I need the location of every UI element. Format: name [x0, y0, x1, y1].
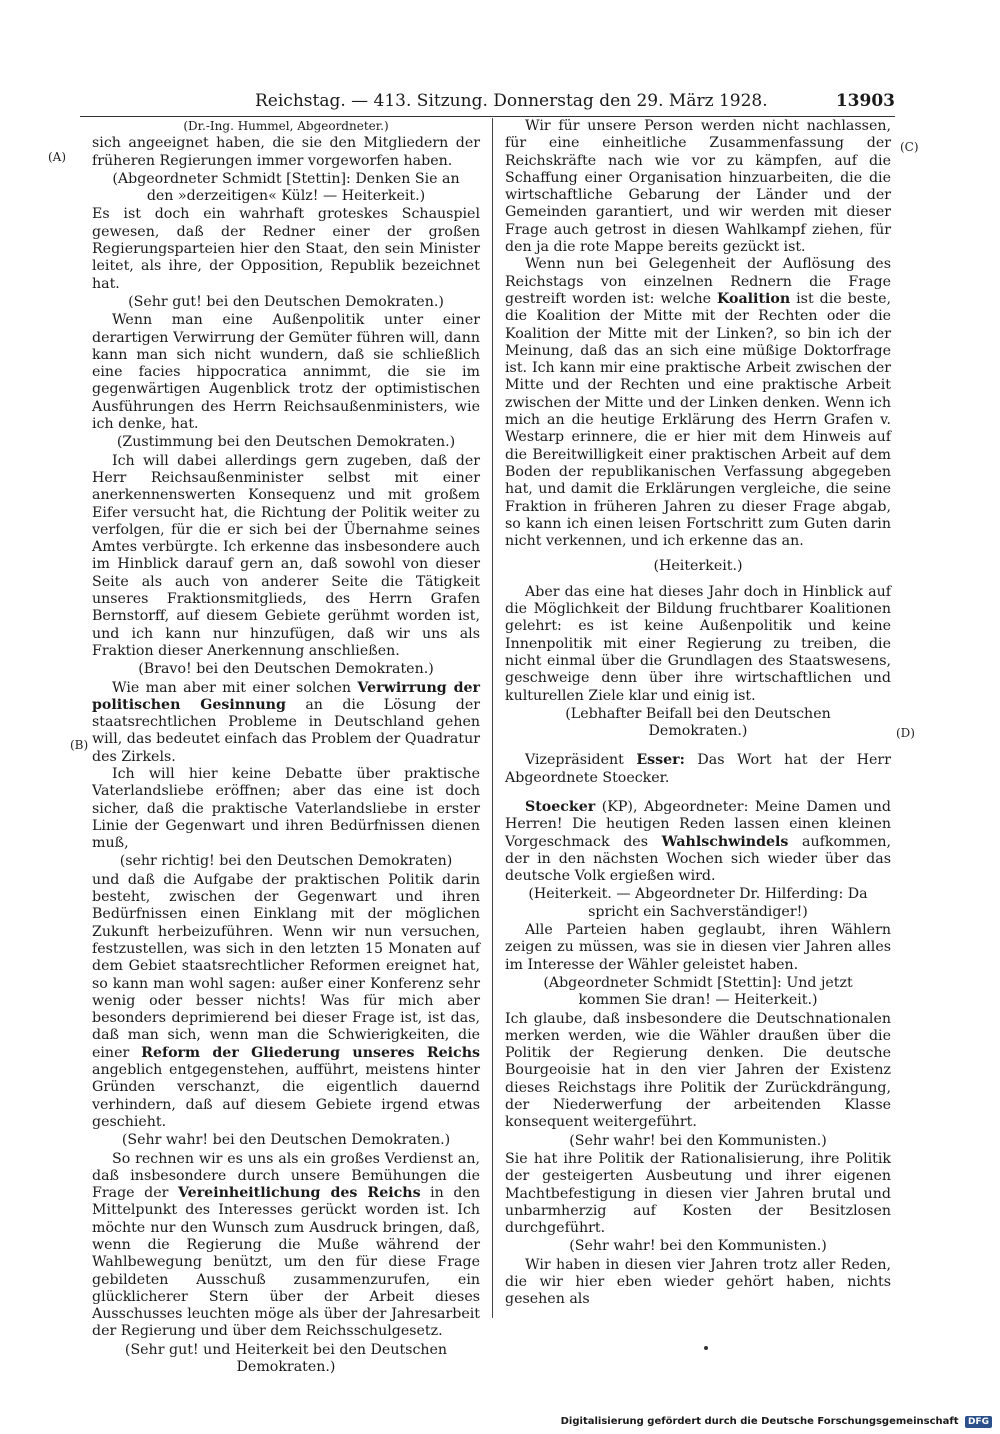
text-run: ist die beste, die Koalition der Mitte mit der Rechten oder die Koalition der Mitte mit der Linken?, so bin ich der Meinung, daß das an sich eine müßige Doktorfrage ist. Ich kann mir eine praktische Arbeit zwischen der Mitte und der Rechten und eine praktische Arbeit zwischen der Mitte und der Linken denken. Wenn ich mich an die heutige Erklärung des Herrn Grafen v. Westarp erinnere, die er hier mit dem Hinweis auf die Bereitwilligkeit einer praktischen Arbeit auf dem Boden der republikanischen Verfassung abgegeben hat, und damit die Erklärungen vergleiche, die seine Fraktion in früheren Jahren zu dieser Frage abgab, so kann ich einen leisen Fortschritt zum Guten darin nicht verkennen, und ich erkenne das an.: [505, 290, 892, 550]
interjection: (Sehr gut! bei den Deutschen Demokraten.): [128, 293, 444, 310]
text-run: Wenn nun bei Gelegenheit der Auflösung des Reichstags von einzelnen Rednern die Frage gestreift worden ist: welche: [505, 256, 891, 307]
paragraph: [92, 872, 480, 1131]
paragraph: [92, 680, 480, 766]
paragraph: Ich will hier keine Debatte über praktische Vaterlandsliebe eröffnen; aber das eine ist doch sicher, daß die praktische Vaterlandsliebe in erster Linie der Gegenwart und ihren Bedürfnissen dienen muß,: [92, 765, 480, 852]
speaker-continuation: (Dr.-Ing. Hummel, Abgeordneter.): [183, 119, 389, 133]
running-header: [255, 88, 895, 114]
paragraph: Ich glaube, daß insbesondere die Deutschnationalen merken werden, wie die Wähler draußen über die Politik der Regierung denken. Die deutsche Bourgeoisie hat in den vier Jahren der Existenz dieses Reichstags ihre Politik der Zurückdrängung, der Niederwerfung der arbeitenden Klasse konsequent weitergeführt.: [505, 1010, 891, 1131]
column-divider: [492, 118, 493, 1318]
margin-marker-a: (A): [48, 150, 67, 164]
text-run: Das Wort hat der Herr Abgeordnete Stoecker.: [505, 752, 891, 786]
interjection: (Sehr wahr! bei den Kommunisten.): [569, 1238, 827, 1255]
text-run: in den Mittelpunkt des Interesses gerückt worden ist. Ich möchte nur den Wunsch zum Ausdruck bringen, daß, wenn die Regierung die Muße während der Wahlbewegung benützt, um den für diese Frage gebildeten Ausschuß zusammenzurufen, ein glücklicherer Stern über der Arbeit dieses Ausschusses leuchten möge als über der Jahresarbeit der Regierung und über dem Reichsschulgesetz.: [92, 1185, 480, 1340]
footer: [561, 1416, 992, 1428]
right-column: [505, 118, 891, 1333]
interjection: (Sehr wahr! bei den Kommunisten.): [569, 1132, 827, 1149]
speaker-intro: [505, 799, 891, 885]
interjection: (Abgeordneter Schmidt [Stettin]: Und jetzt kommen Sie dran! — Heiterkeit.): [543, 974, 853, 1009]
paragraph: [92, 1151, 480, 1341]
text-run: angeblich entgegenstehen, aufführt, meistens hinter Gründen verschanzt, die eigentlich dauernd verhindern, daß auf diesem Gebiete irgend etwas geschieht.: [92, 1062, 480, 1130]
print-dot: [704, 1346, 708, 1350]
running-title: Reichstag. — 413. Sitzung. Donnerstag den 29. März 1928.: [255, 91, 768, 111]
funding-note: Digitalisierung gefördert durch die Deutsche Forschungsgemeinschaft: [560, 1416, 959, 1427]
dfg-logo: DFG: [965, 1416, 992, 1428]
left-column: [92, 118, 481, 1376]
emphasis: Reform der Gliederung unseres Reichs: [141, 1044, 480, 1061]
text-run: So rechnen wir es uns als ein großes Verdienst an, daß insbesondere durch unsere Bemühungen die Frage der: [92, 1150, 480, 1202]
text-run: (KP), Abgeordneter: Meine Damen und Herren! Die heutigen Reden lassen einen kleinen Vorgeschmack des: [505, 798, 891, 850]
text-run: und daß die Aufgabe der praktischen Politik darin besteht, zwischen der Gegenwart und ihren Bedürfnissen einen Einklang mit der möglichen Zukunft herbeizuführen. Wenn wir nun versuchen, festzustellen, was sich in den letzten 15 Monaten auf dem Gebiet staatsrechtlicher Reformen ereignet hat, so kann man wohl sagen: außer einer Konferenz sehr wenig oder besser nichts! Was für mich aber besonders deprimierend bei dieser Frage ist, ist das, daß man sich, wenn man die Schwierigkeiten, die einer: [92, 871, 480, 1061]
interjection: (Sehr wahr! bei den Deutschen Demokraten.): [121, 1132, 451, 1149]
paragraph: Alle Parteien haben geglaubt, ihren Wählern zeigen zu müssen, was sie in diesen vier Jahren alles im Interesse der Wähler geleistet haben.: [505, 922, 891, 973]
header-rule: [80, 116, 895, 117]
paragraph: Wenn man eine Außenpolitik unter einer derartigen Verwirrung der Gemüter führen will, dann kann man sich nicht wundern, daß sie schließlich eine facies hippocratica annimmt, die sie im gegenwärtigen Augenblick trotz der optimistischen Ausführungen des Herrn Reichsaußenministers, wie ich denke, hat.: [92, 312, 480, 433]
interjection: (Heiterkeit. — Abgeordneter Dr. Hilferding: Da spricht ein Sachverständiger!): [528, 886, 868, 920]
paragraph: Aber das eine hat dieses Jahr doch in Hinblick auf die Möglichkeit der Bildung fruchtbarer Koalitionen gelehrt: es ist keine Außenpolitik und keine Innenpolitik mit einer Regierung zu treiben, die nicht einmal über die Grundlagen des Staatswesens, geschweige denn über ihre wirtschaftlichen und kulturellen Ziele klar und einig ist.: [505, 583, 891, 704]
paragraph: Ich will dabei allerdings gern zugeben, daß der Herr Reichsaußenminister selbst mit einer anerkennenswerten Konsequenz und mit großem Eifer versucht hat, die Richtung der Politik weiter zu verfolgen, für die er sich bei der Übernahme seines Amtes verbürgte. Ich erkenne das insbesondere auch im Hinblick darauf gern an, daß sowohl von dieser Seite als auch von anderer Seite die Tätigkeit unseres Fraktionsmitglieds, des Herrn Grafen Bernstorff, auf diesem Gebiete gerühmt worden ist, und ich kann nur hinzufügen, daß wir uns als Fraktion dieser Anerkennung anschließen.: [92, 452, 480, 659]
speaker-name: Stoecker: [525, 798, 596, 815]
speaker-name: Esser:: [636, 752, 685, 769]
paragraph: [505, 256, 891, 550]
emphasis: Vereinheitlichung des Reichs: [177, 1185, 421, 1202]
margin-marker-b: (B): [70, 738, 89, 752]
text-run: aufkommen, der in den nächsten Wochen sich wieder über das deutsche Volk ergießen wird.: [505, 833, 891, 885]
margin-marker-c: (C): [900, 140, 919, 154]
interjection: (Bravo! bei den Deutschen Demokraten.): [138, 661, 434, 678]
interjection: (sehr richtig! bei den Deutschen Demokraten): [119, 853, 453, 870]
paragraph: Sie hat ihre Politik der Rationalisierung, ihre Politik der gesteigerten Ausbeutung und ihrer eigenen Machtbefestigung in diesen vier Jahren brutal und unbarmherzig auf Kosten der Besitzlosen durchgeführt.: [505, 1150, 891, 1237]
margin-marker-d: (D): [896, 726, 915, 740]
paragraph: Wir haben in diesen vier Jahren trotz aller Reden, die wir hier eben wieder gehört haben, nichts gesehen als: [505, 1256, 891, 1308]
page-number: 13903: [835, 91, 895, 111]
emphasis: Wahlschwindels: [661, 833, 789, 850]
text-run: Vizepräsident: [525, 752, 637, 769]
paragraph: Es ist doch ein wahrhaft groteskes Schauspiel gewesen, daß der Redner einer der großen Regierungsparteien hier den Staat, den sein Minister leitet, als ihre, der Opposition, Republik bezeichnet hat.: [92, 206, 480, 292]
paragraph: sich angeeignet haben, die sie den Mitgliedern der früheren Regierungen immer vorgeworfen haben.: [92, 135, 480, 169]
paragraph: Wir für unsere Person werden nicht nachlassen, für eine einheitliche Zusammenfassung der Reichskräfte nach wie vor zu kämpfen, auf die Schaffung einer Organisation hinzuarbeiten, die die wirtschaftliche Gebarung der Länder und der Gemeinden garantiert, und wir werden mit dieser Frage auch getrost in diesen Wahlkampf ziehen, für den ja die rote Mappe bereits gezückt ist.: [505, 118, 891, 256]
interjection: (Lebhafter Beifall bei den Deutschen Demokraten.): [565, 705, 831, 740]
emphasis: Koalition: [716, 290, 791, 307]
text-run: an die Lösung der staatsrechtlichen Probleme in Deutschland gehen will, das bedeutet einfach das Problem der Quadratur des Zirkels.: [92, 696, 481, 765]
speaker-intro: [505, 752, 891, 787]
emphasis: Verwirrung der politischen Gesinnung: [92, 679, 480, 713]
interjection: (Zustimmung bei den Deutschen Demokraten.): [116, 434, 456, 451]
interjection: (Abgeordneter Schmidt [Stettin]: Denken Sie an den »derzeitigen« Külz! — Heiterkeit.): [112, 170, 460, 205]
interjection: (Sehr gut! und Heiterkeit bei den Deutschen Demokraten.): [124, 1341, 448, 1376]
text-run: Wie man aber mit einer solchen: [112, 679, 358, 696]
interjection: (Heiterkeit.): [653, 558, 743, 575]
